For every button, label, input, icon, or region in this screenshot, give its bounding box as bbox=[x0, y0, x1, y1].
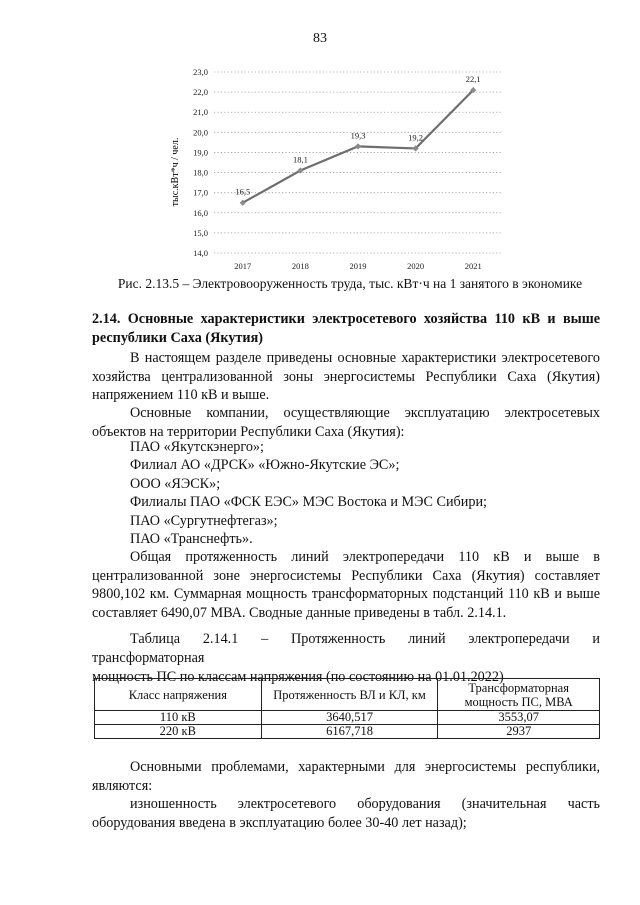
text-line: Общая протяженность линий электропередачи 110 кВ и выше в bbox=[130, 549, 600, 565]
table-row bbox=[95, 711, 600, 725]
line-chart bbox=[150, 60, 510, 275]
text-line: составляет 6490,07 МВА. Сводные данные приведены в табл. 2.14.1. bbox=[92, 604, 507, 621]
table-row bbox=[95, 725, 600, 739]
text-line: объектов на территории Республики Саха (Якутия): bbox=[92, 423, 405, 440]
x-tick-label: 2017 bbox=[234, 261, 252, 271]
company-list-item: ПАО «Транснефть». bbox=[130, 531, 253, 547]
text-line: оборудования введена в эксплуатацию более 30-40 лет назад); bbox=[92, 814, 467, 831]
data-label: 16,5 bbox=[235, 186, 251, 197]
x-axis-ticks bbox=[234, 261, 481, 271]
data-label: 22,1 bbox=[465, 74, 481, 85]
company-list-item: ПАО «Якутскэнерго»; bbox=[130, 439, 264, 455]
table-cell: 220 кВ bbox=[95, 725, 262, 739]
x-tick-label: 2021 bbox=[464, 261, 482, 271]
table-header-row bbox=[95, 679, 600, 711]
chart-grid bbox=[214, 72, 502, 253]
y-axis-ticks bbox=[193, 67, 208, 258]
text-line: 9800,102 км. Суммарная мощность трансформаторных подстанций 110 кВ и выше bbox=[92, 586, 600, 602]
table-cell: 6167,718 bbox=[261, 725, 438, 739]
x-tick-label: 2019 bbox=[349, 261, 367, 271]
section-heading: 2.14. Основные характеристики электросетевого хозяйства 110 кВ и выше республики Саха (Якутия) bbox=[92, 311, 600, 346]
y-tick-label: 15,0 bbox=[193, 227, 208, 238]
text-line: В настоящем разделе приведены основные характеристики электросетевого bbox=[130, 350, 600, 366]
company-list-item: ПАО «Сургутнефтегаз»; bbox=[130, 513, 278, 529]
table-cell: 3640,517 bbox=[261, 711, 438, 725]
text-line: Основными проблемами, характерными для энергосистемы республики, bbox=[130, 759, 600, 775]
x-tick-label: 2018 bbox=[291, 261, 309, 271]
y-tick-label: 19,0 bbox=[193, 147, 208, 158]
y-tick-label: 17,0 bbox=[193, 187, 208, 198]
paragraph-problem-item bbox=[92, 795, 600, 832]
series-line bbox=[240, 87, 477, 206]
text-line: централизованной зоне энергосистемы Республики Саха (Якутия) составляет bbox=[92, 567, 600, 584]
table-cell: 110 кВ bbox=[95, 711, 262, 725]
text-line: хозяйства централизованной зоны энергосистемы Республики Саха (Якутия) bbox=[92, 368, 600, 385]
paragraph-problems bbox=[92, 758, 600, 795]
data-label: 18,1 bbox=[292, 154, 308, 165]
y-tick-label: 14,0 bbox=[193, 248, 208, 258]
y-tick-label: 21,0 bbox=[193, 107, 208, 118]
text-line: Таблица 2.14.1 – Протяженность линий электропередачи и трансформаторная bbox=[92, 631, 600, 666]
y-tick-label: 22,0 bbox=[193, 87, 208, 98]
paragraph-network-length bbox=[92, 548, 600, 622]
y-tick-label: 16,0 bbox=[193, 207, 208, 218]
y-tick-label: 20,0 bbox=[193, 127, 208, 138]
table-cell: 2937 bbox=[438, 725, 600, 739]
y-axis-label: тыс.кВт*ч / чел. bbox=[170, 137, 181, 207]
text-line: являются: bbox=[92, 777, 153, 794]
paragraph-intro bbox=[92, 349, 600, 405]
figure-caption: Рис. 2.13.5 – Электровооруженность труда, тыс. кВт·ч на 1 занятого в экономике bbox=[117, 276, 583, 291]
company-list-item: ООО «ЯЭСК»; bbox=[130, 476, 221, 492]
table-cell: 3553,07 bbox=[438, 711, 600, 725]
x-tick-label: 2020 bbox=[407, 261, 425, 271]
company-list-item: Филиал АО «ДРСК» «Южно-Якутские ЭС»; bbox=[130, 457, 400, 473]
page-number: 83 bbox=[313, 31, 327, 46]
text-line: мощность ПС по классам напряжения (по состоянию на 01.01.2022) bbox=[92, 669, 504, 685]
data-label: 19,3 bbox=[350, 130, 366, 141]
column-header: Протяженность ВЛ и КЛ, км bbox=[261, 679, 438, 711]
data-point bbox=[355, 143, 361, 149]
voltage-class-table bbox=[94, 678, 600, 739]
y-tick-label: 23,0 bbox=[193, 67, 208, 77]
y-tick-label: 18,0 bbox=[193, 167, 208, 178]
company-list-item: Филиалы ПАО «ФСК ЕЭС» МЭС Востока и МЭС Сибири; bbox=[130, 494, 487, 510]
data-label: 19,2 bbox=[408, 132, 424, 143]
column-header: Трансформаторная мощность ПС, МВА bbox=[438, 679, 600, 711]
text-line: изношенность электросетевого оборудования (значительная часть bbox=[130, 796, 600, 812]
text-line: Основные компании, осуществляющие эксплуатацию электросетевых bbox=[130, 405, 600, 421]
text-line: напряжением 110 кВ и выше. bbox=[92, 387, 270, 403]
column-header: Класс напряжения bbox=[95, 679, 262, 711]
paragraph-companies-intro bbox=[92, 404, 600, 441]
